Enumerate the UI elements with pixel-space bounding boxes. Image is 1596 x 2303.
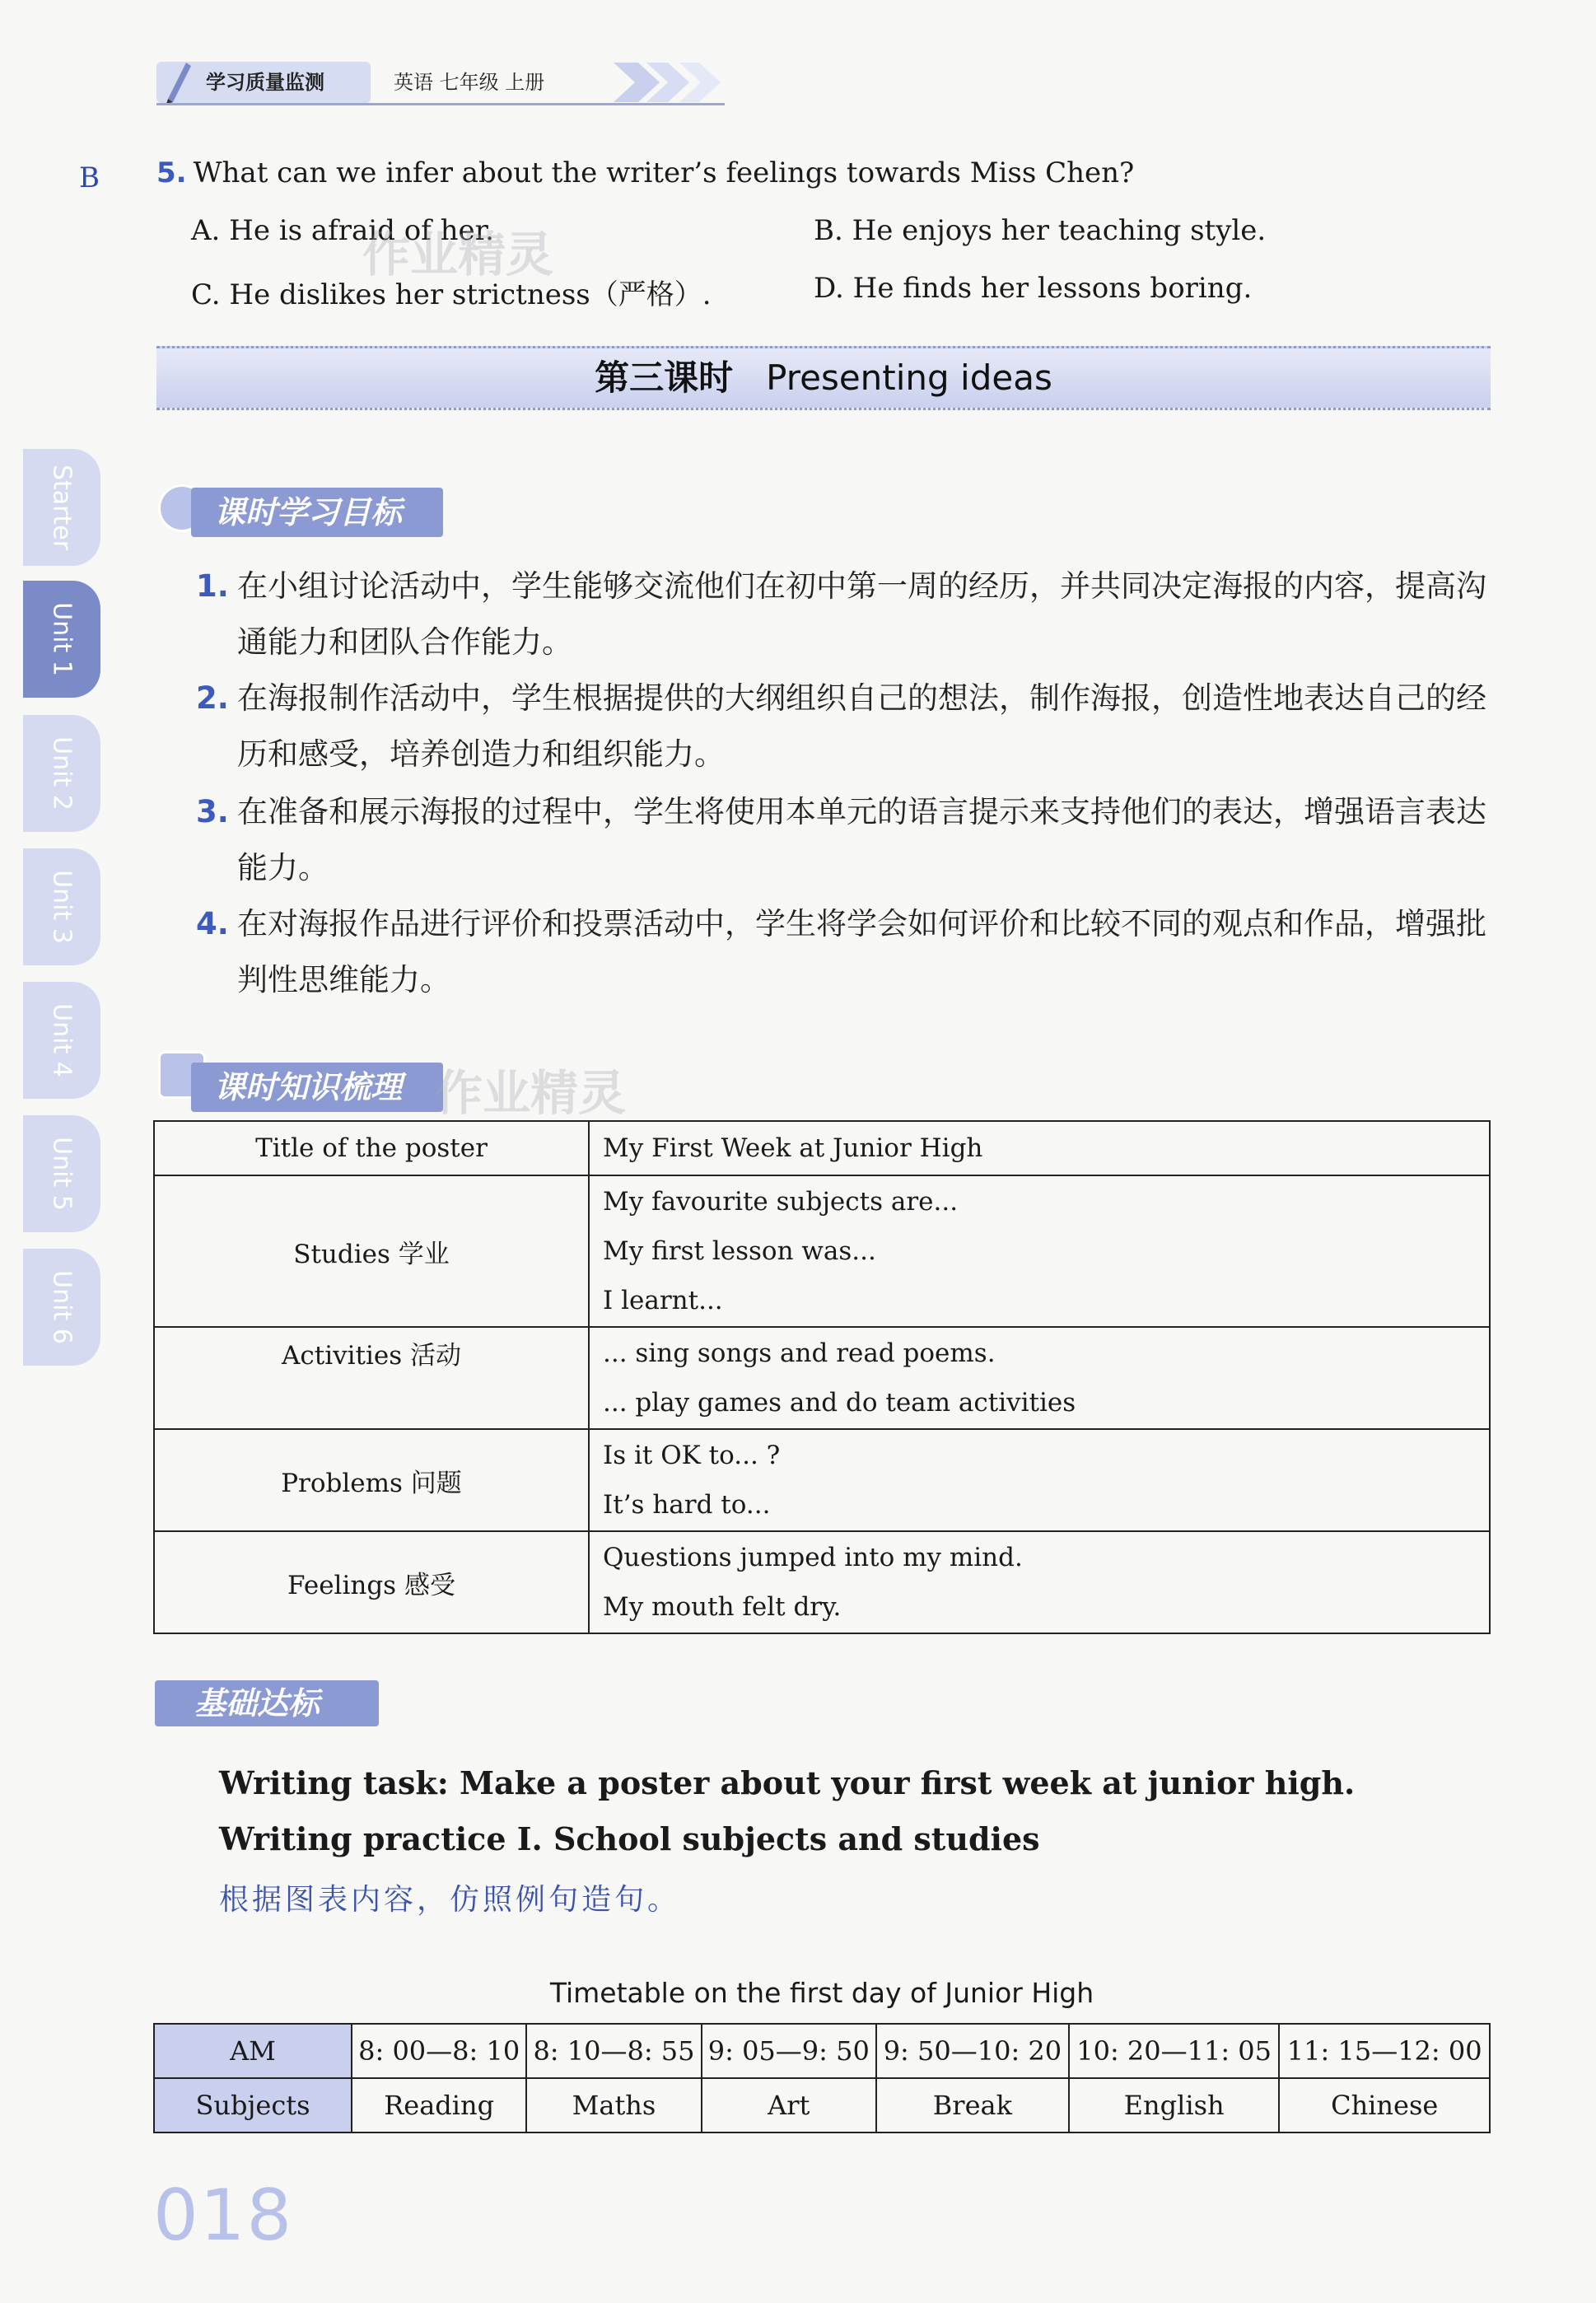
watermark: 作业精灵 [435, 1065, 627, 1121]
table-cell-content: Is it OK to... ? It’s hard to... [589, 1429, 1490, 1531]
question-text: What can we infer about the writer’s feelings towards Miss Chen? [193, 156, 1135, 189]
table-row [154, 1327, 1490, 1429]
table-row [154, 2078, 1490, 2132]
watermark: 作业精灵 [362, 227, 554, 283]
table-cell-label: Feelings 感受 [154, 1531, 589, 1633]
knowledge-table [153, 1120, 1491, 1634]
goal-item-4: 4. 在对海报作品进行评价和投票活动中，学生将学会如何评价和比较不同的观点和作品，增强批判性思维能力。 [196, 906, 1486, 997]
answer-mark: B [79, 161, 100, 194]
tab-unit-1[interactable]: Unit 1 [23, 581, 100, 698]
tab-unit-4[interactable]: Unit 4 [23, 982, 100, 1099]
time-cell: 11: 15—12: 00 [1279, 2024, 1490, 2078]
time-cell: 8: 10—8: 55 [526, 2024, 701, 2078]
lesson-banner [156, 346, 1491, 410]
option-d: D. He finds her lessons boring. [814, 272, 1253, 305]
question-stem [156, 156, 1134, 189]
practice-heading: 基础达标 [155, 1680, 379, 1726]
lesson-cn: 第三课时 [595, 357, 734, 398]
tab-unit-3[interactable]: Unit 3 [23, 848, 100, 965]
question-number: 5. [156, 156, 187, 189]
time-cell: 9: 05—9: 50 [702, 2024, 876, 2078]
option-b: B. He enjoys her teaching style. [814, 214, 1267, 247]
time-cell: 8: 00—8: 10 [352, 2024, 526, 2078]
table-cell-content: Questions jumped into my mind. My mouth felt dry. [589, 1531, 1490, 1633]
tab-unit-2[interactable]: Unit 2 [23, 715, 100, 832]
row-header-am: AM [154, 2024, 352, 2078]
table-cell-content: ... sing songs and read poems. ... play games and do team activities [589, 1327, 1490, 1429]
subject-cell: English [1069, 2078, 1280, 2132]
timetable [153, 2023, 1491, 2133]
goal-item-1: 1. 在小组讨论活动中，学生能够交流他们在初中第一周的经历，并共同决定海报的内容，提高沟通能力和团队合作能力。 [196, 568, 1486, 660]
table-row [154, 1121, 1490, 1175]
goals-heading: 课时学习目标 [191, 488, 443, 537]
table-cell-content: My First Week at Junior High [589, 1121, 1490, 1175]
header-series: 学习质量监测 [156, 62, 371, 103]
subject-cell: Break [876, 2078, 1069, 2132]
header-underline [156, 103, 725, 105]
tab-unit-6[interactable]: Unit 6 [23, 1249, 100, 1366]
page-number: 018 [153, 2175, 294, 2257]
row-header-subjects: Subjects [154, 2078, 352, 2132]
time-cell: 10: 20—11: 05 [1069, 2024, 1280, 2078]
subject-cell: Maths [526, 2078, 701, 2132]
option-a: A. He is afraid of her. [191, 214, 494, 247]
time-cell: 9: 50—10: 20 [876, 2024, 1069, 2078]
option-c: C. He dislikes her strictness（严格）. [191, 278, 712, 311]
table-row [154, 1429, 1490, 1531]
subject-cell: Chinese [1279, 2078, 1490, 2132]
subject-cell: Art [702, 2078, 876, 2132]
chevrons-decoration-icon [614, 59, 729, 105]
pencil-icon [161, 58, 194, 104]
practice-instruction: 根据图表内容，仿照例句造句。 [219, 1883, 681, 1917]
subject-cell: Reading [352, 2078, 526, 2132]
table-row [154, 1175, 1490, 1327]
practice-title: Writing practice I. School subjects and studies [219, 1820, 1040, 1857]
lesson-en: Presenting ideas [766, 357, 1052, 398]
table-cell-label: Studies 学业 [154, 1175, 589, 1327]
table-cell-label: Activities 活动 [154, 1327, 589, 1429]
goal-item-3: 3. 在准备和展示海报的过程中，学生将使用本单元的语言提示来支持他们的表达，增强语言表达能力。 [196, 794, 1486, 885]
goal-item-2: 2. 在海报制作活动中，学生根据提供的大纲组织自己的想法，制作海报，创造性地表达自己的经历和感受，培养创造力和组织能力。 [196, 680, 1486, 772]
timetable-caption: Timetable on the first day of Junior High [549, 1977, 1094, 2009]
tab-unit-5[interactable]: Unit 5 [23, 1115, 100, 1232]
knowledge-heading: 课时知识梳理 [191, 1063, 443, 1112]
table-cell-content: My favourite subjects are... My first lesson was... I learnt... [589, 1175, 1490, 1327]
table-cell-label: Title of the poster [154, 1121, 589, 1175]
header-subject: 英语 七年级 上册 [394, 71, 545, 94]
table-cell-label: Problems 问题 [154, 1429, 589, 1531]
tab-starter[interactable]: Starter [23, 449, 100, 566]
table-row [154, 1531, 1490, 1633]
table-row [154, 2024, 1490, 2078]
writing-task: Writing task: Make a poster about your first week at junior high. [219, 1764, 1356, 1801]
